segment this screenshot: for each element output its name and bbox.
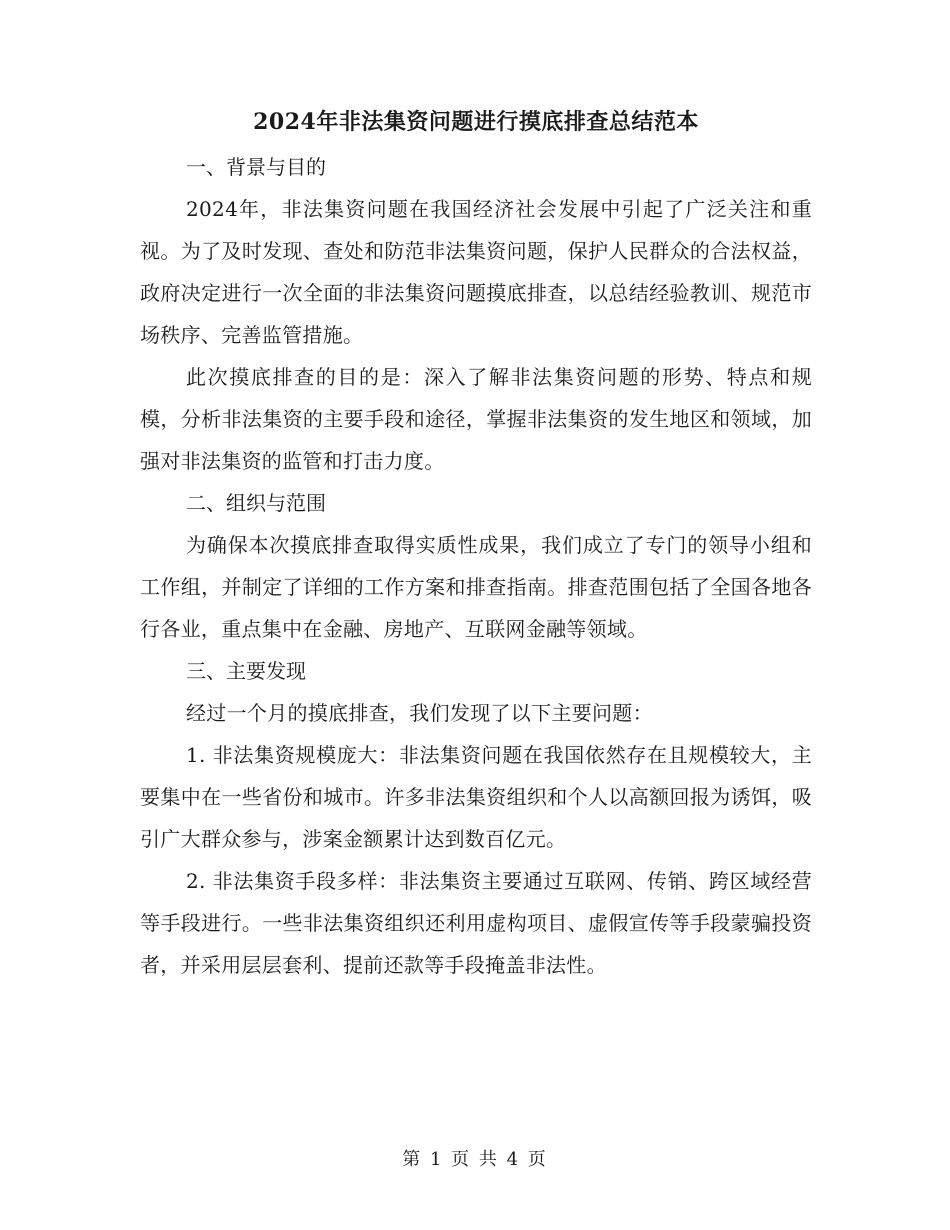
section-heading-findings: 三、主要发现: [186, 659, 306, 683]
paragraph-finding-2: 2. 非法集资手段多样：非法集资主要通过互联网、传销、跨区域经营等手段进行。一些非法集资组织还利用虚构项目、虚假宣传等手段蒙骗投资者，并采用层层套利、提前还款等手段掩盖非法性。: [140, 869, 812, 977]
page-number: 第 1 页 共 4 页: [402, 1149, 548, 1170]
paragraph-findings-intro: 经过一个月的摸底排查，我们发现了以下主要问题：: [186, 701, 653, 725]
document-body: [140, 102, 812, 986]
paragraph-finding-1: 1. 非法集资规模庞大：非法集资问题在我国依然存在且规模较大，主要集中在一些省份和城市。许多非法集资组织和个人以高额回报为诱饵，吸引广大群众参与，涉案金额累计达到数百亿元。: [140, 743, 812, 851]
document-title: 2024年非法集资问题进行摸底排查总结范本: [253, 109, 699, 135]
paragraph-background: 2024年，非法集资问题在我国经济社会发展中引起了广泛关注和重视。为了及时发现、查处和防范非法集资问题，保护人民群众的合法权益，政府决定进行一次全面的非法集资问题摸底排查，以总结经验教训、规范市场秩序、完善监管措施。: [140, 197, 812, 347]
section-heading-background: 一、背景与目的: [186, 155, 326, 179]
paragraph-organization: 为确保本次摸底排查取得实质性成果，我们成立了专门的领导小组和工作组，并制定了详细的工作方案和排查指南。排查范围包括了全国各地各行各业，重点集中在金融、房地产、互联网金融等领域。: [140, 533, 812, 641]
section-heading-organization: 二、组织与范围: [186, 491, 326, 515]
paragraph-purpose: 此次摸底排查的目的是：深入了解非法集资问题的形势、特点和规模，分析非法集资的主要手段和途径，掌握非法集资的发生地区和领域，加强对非法集资的监管和打击力度。: [140, 365, 812, 473]
